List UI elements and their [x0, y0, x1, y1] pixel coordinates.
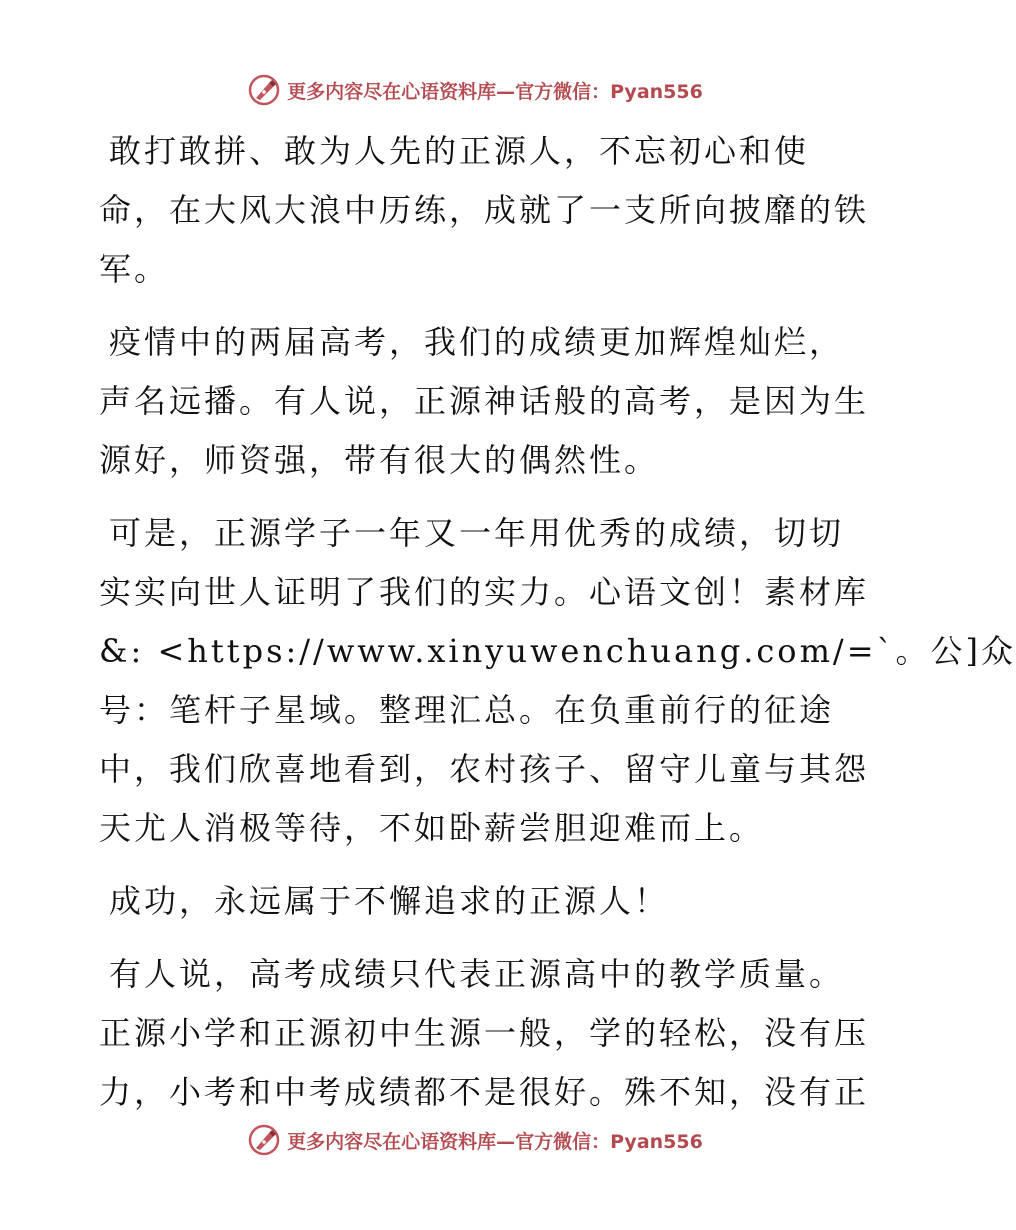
pen-nib-logo-icon — [247, 73, 281, 107]
banner-text: 更多内容尽在心语资料库—官方微信：Pyan556 — [287, 1130, 703, 1153]
text-line: 实实向世人证明了我们的实力。心语文创！素材库 — [99, 573, 870, 611]
paragraph-5 — [99, 945, 870, 1122]
document-body — [99, 122, 1016, 1122]
text-line: 源好，师资强，带有很大的偶然性。 — [99, 441, 660, 479]
text-line: 有人说，高考成绩只代表正源高中的教学质量。 — [109, 955, 845, 993]
pen-nib-logo-icon — [247, 1123, 281, 1157]
paragraph-2 — [99, 313, 870, 490]
text-line: 可是，正源学子一年又一年用优秀的成绩，切切 — [109, 514, 845, 552]
paragraph-1 — [99, 122, 870, 299]
text-line: &: <https://www.xinyuwenchuang.com/=`。公]众 — [99, 632, 1016, 670]
text-line: 天尤人消极等待，不如卧薪尝胆迎难而上。 — [99, 809, 765, 847]
paragraph-3 — [99, 504, 1016, 858]
footer-watermark-banner — [0, 1120, 950, 1160]
text-line: 号：笔杆子星域。整理汇总。在负重前行的征途 — [99, 691, 835, 729]
text-line: 敢打敢拼、敢为人先的正源人，不忘初心和使 — [109, 132, 810, 170]
text-line: 正源小学和正源初中生源一般，学的轻松，没有压 — [99, 1014, 870, 1052]
text-line: 中，我们欣喜地看到，农村孩子、留守儿童与其怨 — [99, 750, 870, 788]
header-watermark-banner — [0, 70, 950, 110]
paragraph-4 — [99, 872, 851, 931]
banner-text: 更多内容尽在心语资料库—官方微信：Pyan556 — [287, 80, 703, 103]
text-line: 命，在大风大浪中历练，成就了一支所向披靡的铁 — [99, 191, 870, 229]
text-line: 成功，永远属于不懈追求的正源人！ — [109, 882, 670, 920]
text-line: 力，小考和中考成绩都不是很好。殊不知，没有正 — [99, 1073, 870, 1111]
text-line: 疫情中的两届高考，我们的成绩更加辉煌灿烂， — [109, 323, 845, 361]
text-line: 军。 — [99, 250, 170, 288]
text-line: 声名远播。有人说，正源神话般的高考，是因为生 — [99, 382, 870, 420]
